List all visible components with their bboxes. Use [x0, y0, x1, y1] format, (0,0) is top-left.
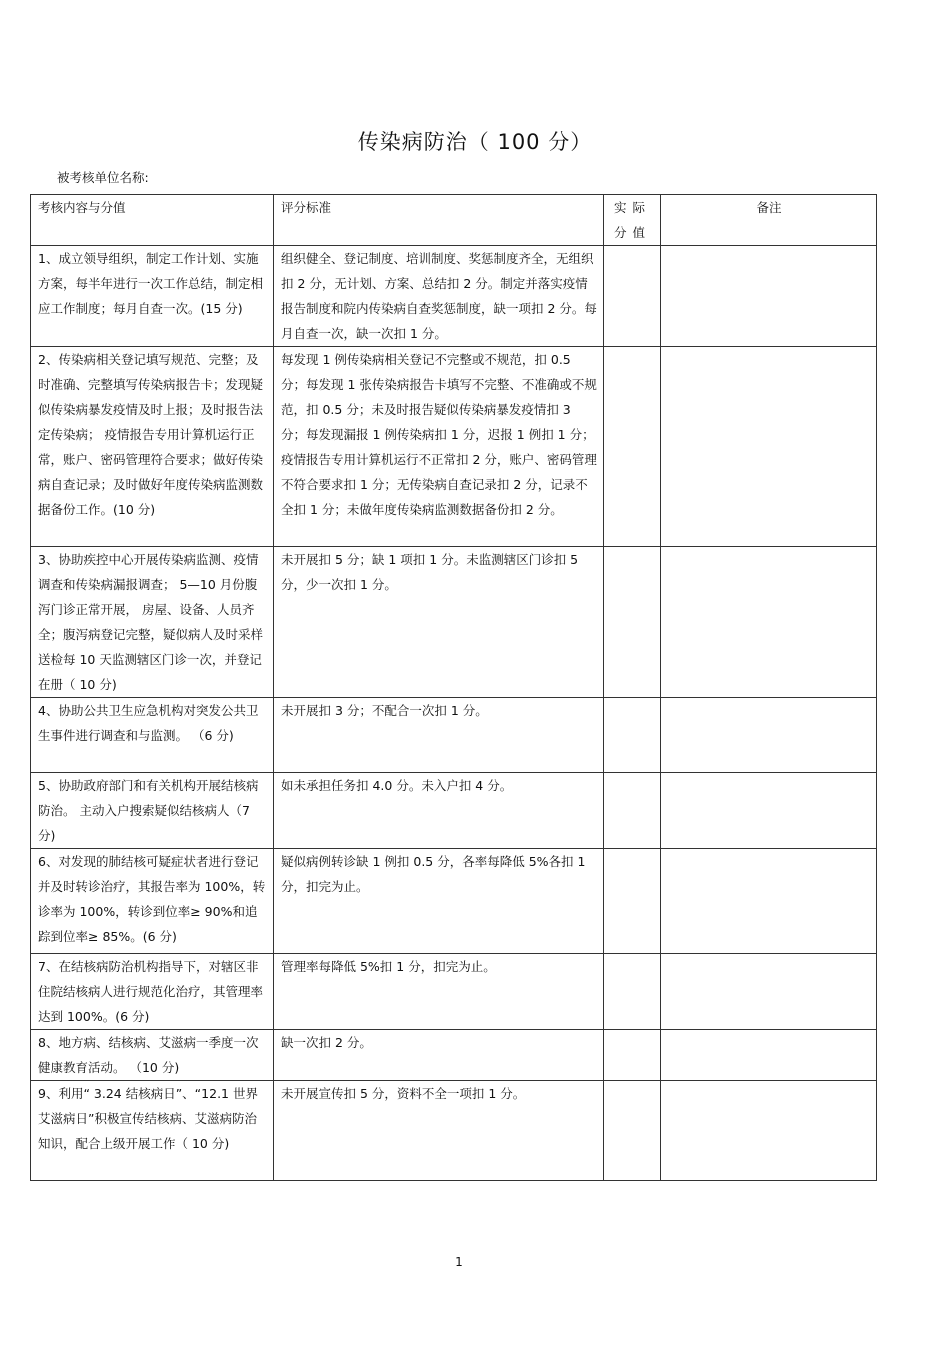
row-criteria: 疑似病例转诊缺 1 例扣 0.5 分，各率每降低 5%各扣 1 分，扣完为止。	[274, 849, 604, 954]
row-remark[interactable]	[661, 347, 877, 547]
row-content: 2、传染病相关登记填写规范、完整；及时准确、完整填写传染病报告卡；发现疑似传染病暴发疫情及时上报；及时报告法定传染病； 疫情报告专用计算机运行正常，账户、密码管理符合要求；做好传染病自查记录；及时做好年度传染病监测数据备份工作。(10 分)	[31, 347, 274, 547]
row-criteria: 组织健全、登记制度、培训制度、奖惩制度齐全，无组织扣 2 分，无计划、方案、总结扣 2 分。制定并落实疫情报告制度和院内传染病自查奖惩制度，缺一项扣 2 分。每月自查一次，缺一次扣 1 分。	[274, 246, 604, 347]
page-title: 传染病防治（ 100 分）	[357, 130, 593, 154]
row-content: 8、地方病、结核病、艾滋病一季度一次健康教育活动。 （10 分)	[31, 1030, 274, 1081]
row-remark[interactable]	[661, 1081, 877, 1181]
row-criteria: 缺一次扣 2 分。	[274, 1030, 604, 1081]
header-remark: 备注	[661, 195, 877, 246]
row-remark[interactable]	[661, 954, 877, 1030]
table-row	[31, 773, 877, 849]
row-criteria: 管理率每降低 5%扣 1 分，扣完为止。	[274, 954, 604, 1030]
row-remark[interactable]	[661, 246, 877, 347]
row-criteria: 每发现 1 例传染病相关登记不完整或不规范，扣 0.5 分；每发现 1 张传染病报告卡填写不完整、不准确或不规范，扣 0.5 分；未及时报告疑似传染病暴发疫情扣 3 分；每发现漏报 1 例传染病扣 1 分，迟报 1 例扣 1 分；疫情报告专用计算机运行不正常扣 2 分，账户、密码管理不符合要求扣 1 分；无传染病自查记录扣 2 分，记录不全扣 1 分；未做年度传染病监测数据备份扣 2 分。	[274, 347, 604, 547]
row-content: 4、协助公共卫生应急机构对突发公共卫生事件进行调查和与监测。 （6 分)	[31, 698, 274, 773]
table-header-row	[31, 195, 877, 246]
table-row	[31, 1081, 877, 1181]
table-row	[31, 547, 877, 698]
row-actual-score[interactable]	[604, 954, 661, 1030]
table-row	[31, 954, 877, 1030]
row-actual-score[interactable]	[604, 849, 661, 954]
row-content: 7、在结核病防治机构指导下，对辖区非住院结核病人进行规范化治疗，其管理率达到 100%。(6 分)	[31, 954, 274, 1030]
assessment-table	[30, 194, 877, 1181]
row-actual-score[interactable]	[604, 347, 661, 547]
table-row	[31, 849, 877, 954]
row-remark[interactable]	[661, 1030, 877, 1081]
row-actual-score[interactable]	[604, 547, 661, 698]
table-row	[31, 347, 877, 547]
row-criteria: 未开展宣传扣 5 分，资料不全一项扣 1 分。	[274, 1081, 604, 1181]
unit-name-label: 被考核单位名称:	[57, 170, 149, 185]
row-content: 6、对发现的肺结核可疑症状者进行登记并及时转诊治疗，其报告率为 100%，转诊率为 100%，转诊到位率≥ 90%和追踪到位率≥ 85%。(6 分)	[31, 849, 274, 954]
row-content: 3、协助疾控中心开展传染病监测、疫情调查和传染病漏报调查； 5—10 月份腹泻门诊正常开展， 房屋、设备、人员齐全；腹泻病登记完整，疑似病人及时采样送检每 10 天监测辖区门诊一次，并登记在册（ 10 分)	[31, 547, 274, 698]
header-criteria: 评分标准	[274, 195, 604, 246]
row-remark[interactable]	[661, 773, 877, 849]
row-actual-score[interactable]	[604, 1081, 661, 1181]
row-remark[interactable]	[661, 547, 877, 698]
table-row	[31, 246, 877, 347]
header-actual-score: 实际分值	[604, 195, 661, 246]
row-remark[interactable]	[661, 698, 877, 773]
row-actual-score[interactable]	[604, 773, 661, 849]
page-number: 1	[455, 1255, 463, 1269]
row-criteria: 如未承担任务扣 4.0 分。未入户扣 4 分。	[274, 773, 604, 849]
row-actual-score[interactable]	[604, 246, 661, 347]
row-actual-score[interactable]	[604, 1030, 661, 1081]
row-content: 5、协助政府部门和有关机构开展结核病防治。 主动入户搜索疑似结核病人（7 分)	[31, 773, 274, 849]
row-remark[interactable]	[661, 849, 877, 954]
table-row	[31, 1030, 877, 1081]
row-criteria: 未开展扣 3 分；不配合一次扣 1 分。	[274, 698, 604, 773]
table-row	[31, 698, 877, 773]
row-criteria: 未开展扣 5 分；缺 1 项扣 1 分。未监测辖区门诊扣 5 分，少一次扣 1 分。	[274, 547, 604, 698]
row-content: 9、利用“ 3.24 结核病日”、“12.1 世界艾滋病日”积极宣传结核病、艾滋病防治知识，配合上级开展工作（ 10 分)	[31, 1081, 274, 1181]
row-content: 1、成立领导组织，制定工作计划、实施方案，每半年进行一次工作总结，制定相应工作制度；每月自查一次。(15 分)	[31, 246, 274, 347]
header-content: 考核内容与分值	[31, 195, 274, 246]
row-actual-score[interactable]	[604, 698, 661, 773]
